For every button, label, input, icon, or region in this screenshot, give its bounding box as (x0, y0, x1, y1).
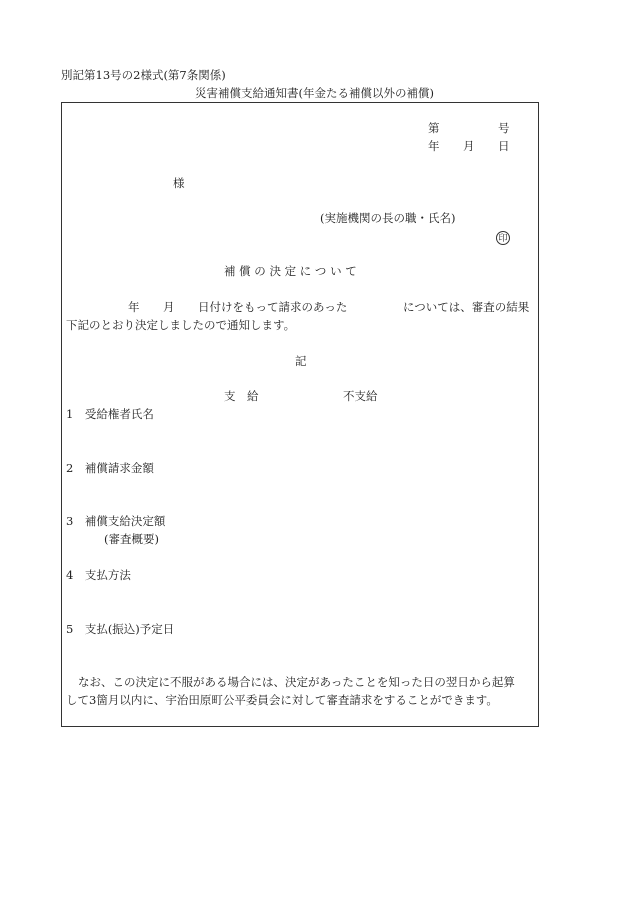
number-suffix: 号 (498, 121, 510, 135)
body-month: 月 (163, 300, 175, 314)
decision-pay: 支 給 (224, 389, 259, 403)
body-year: 年 (128, 300, 140, 314)
notice-line1: なお、この決定に不服がある場合には、決定があったことを知った日の翌日から起算 (78, 675, 515, 689)
body-tail: については、審査の結果 (403, 300, 530, 314)
item-recipient-name: 1 受給権者氏名 (66, 407, 154, 421)
body-line2: 下記のとおり決定しましたので通知します。 (66, 318, 296, 332)
document-title: 災害補償支給通知書(年金たる補償以外の補償) (195, 86, 434, 100)
issuer-title: (実施機関の長の職・氏名) (320, 211, 456, 225)
subject-heading: 補 償 の 決 定 に つ い て (224, 264, 357, 278)
item-decided-amount: 3 補償支給決定額 (66, 514, 166, 528)
seal-mark: 印 (496, 231, 510, 245)
number-prefix: 第 (428, 121, 440, 135)
date-year: 年 (428, 139, 440, 153)
item-review-summary: (審査概要) (104, 532, 159, 546)
notice-line2: して3箇月以内に、宇治田原町公平委員会に対して審査請求をすることができます。 (66, 693, 498, 707)
body-date-phrase: 日付けをもって請求のあった (198, 300, 348, 314)
item-payment-date: 5 支払(振込)予定日 (66, 622, 175, 636)
decision-nopay: 不支給 (343, 389, 378, 403)
date-day: 日 (498, 139, 510, 153)
item-payment-method: 4 支払方法 (66, 568, 131, 582)
ki-heading: 記 (295, 354, 307, 368)
date-month: 月 (463, 139, 475, 153)
item-claim-amount: 2 補償請求金額 (66, 461, 154, 475)
addressee-suffix: 様 (173, 176, 185, 190)
form-label: 別記第13号の2様式(第7条関係) (61, 68, 226, 82)
